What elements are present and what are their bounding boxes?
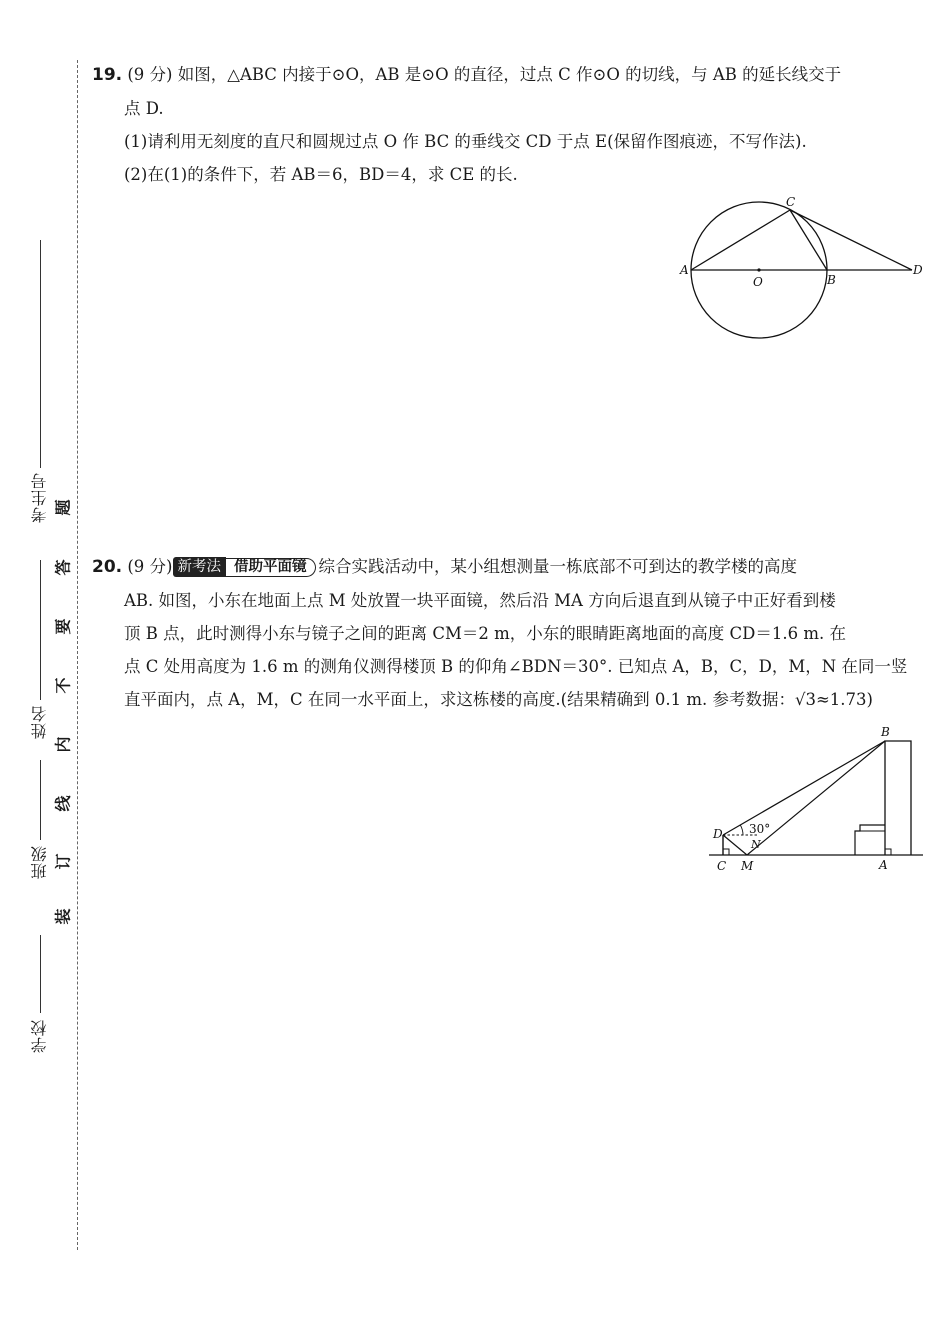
label-a: A <box>680 263 689 277</box>
line-db <box>723 741 885 835</box>
q19-number: 19. <box>92 65 123 85</box>
center-point <box>757 268 760 271</box>
name-label: 姓名 <box>30 705 49 739</box>
q20-text-line5: 直平面内，点 A，M，C 在同一水平面上，求这栋楼的高度.(结果精确到 0.1 m. 参考数据：√3≈1.73) <box>124 690 873 709</box>
class-label: 班级 <box>30 845 49 879</box>
line-mb <box>747 741 885 855</box>
class-underline <box>40 760 41 840</box>
q19-score: (9 分) <box>127 65 173 84</box>
building-step <box>855 825 885 855</box>
label-c: C <box>786 195 796 209</box>
q19-stem-line2: 点 D. <box>124 99 164 118</box>
school-label: 学校 <box>30 1019 49 1053</box>
class-field[interactable] <box>14 760 54 890</box>
q20-text-line1: 综合实践活动中，某小组想测量一栋底部不可到达的教学楼的高度 <box>318 557 797 576</box>
school-field[interactable] <box>14 935 54 1060</box>
seal-char: 内 <box>53 736 73 753</box>
label-m: M <box>741 859 754 873</box>
school-underline <box>40 935 41 1013</box>
line-dm <box>723 835 747 855</box>
seal-char: 答 <box>53 559 73 576</box>
q19-stem-line1: 如图，△ABC 内接于⊙O，AB 是⊙O 的直径，过点 C 作⊙O 的切线，与 AB 的延长线交于 <box>177 65 842 84</box>
name-underline <box>40 560 41 700</box>
student-id-label: 考生号 <box>30 472 49 523</box>
q19-part2: (2)在(1)的条件下，若 AB＝6，BD＝4，求 CE 的长. <box>124 165 518 184</box>
building <box>885 741 911 855</box>
q19-stem <box>92 58 927 92</box>
label-a: A <box>879 858 888 872</box>
student-id-field[interactable] <box>14 240 54 530</box>
q20-number: 20. <box>92 557 123 577</box>
question-20 <box>92 550 927 716</box>
mirror-tag: 借助平面镜 <box>226 558 316 577</box>
angle-label: 30° <box>749 822 771 836</box>
q20-text-line3: 顶 B 点，此时测得小东与镜子之间的距离 CM＝2 m，小东的眼睛距离地面的高度 CD＝1.6 m. 在 <box>124 624 846 643</box>
label-b: B <box>881 725 890 739</box>
binding-dashed-line <box>77 60 78 1250</box>
q20-text-line4: 点 C 处用高度为 1.6 m 的测角仪测得楼顶 B 的仰角∠BDN＝30°. 已知点 A，B，C，D，M，N 在同一竖 <box>124 657 908 676</box>
angle-arc <box>740 825 743 835</box>
new-method-tag: 新考法 <box>173 557 227 577</box>
label-d: D <box>713 827 723 841</box>
right-angle-a <box>885 849 891 855</box>
q20-score: (9 分) <box>127 557 173 576</box>
label-b: B <box>827 273 836 287</box>
seal-char: 要 <box>53 618 73 635</box>
seal-char: 装 <box>53 908 73 925</box>
q20-line1 <box>92 550 927 584</box>
name-field[interactable] <box>14 560 54 750</box>
q20-figure <box>705 725 930 877</box>
seal-char: 线 <box>53 795 73 812</box>
chord-ac <box>691 210 790 270</box>
label-c: C <box>717 859 727 873</box>
student-id-underline <box>40 240 41 468</box>
binding-margin <box>0 0 80 1338</box>
seal-char: 不 <box>53 677 73 694</box>
q19-figure <box>676 190 926 345</box>
question-19 <box>92 58 927 191</box>
label-d: D <box>913 263 923 277</box>
seal-char: 题 <box>53 499 73 516</box>
q19-part1: (1)请利用无刻度的直尺和圆规过点 O 作 BC 的垂线交 CD 于点 E(保留作图痕迹，不写作法). <box>124 132 807 151</box>
q20-text-line2: AB. 如图，小东在地面上点 M 处放置一块平面镜，然后沿 MA 方向后退直到从镜子中正好看到楼 <box>124 591 836 610</box>
label-o: O <box>753 275 763 289</box>
seal-char: 订 <box>53 853 73 870</box>
label-n: N <box>751 838 761 851</box>
right-angle-c <box>723 849 729 855</box>
